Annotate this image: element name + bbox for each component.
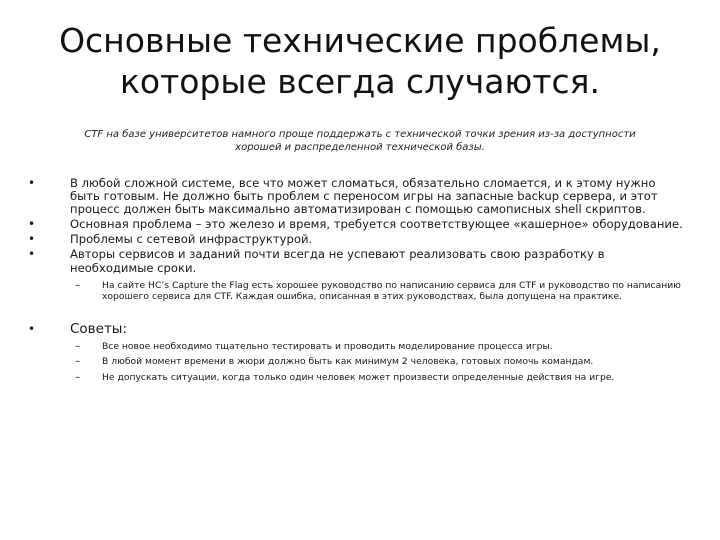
bullet-text: В любой сложной системе, все что может сломаться, обязательно сломается, и к этому нужно быть готовым. Не должно быть проблем с переносом игры на запасные backup сервера, и этот процесс должен быть максимально автоматизирован с помощью самописных shell скриптов. <box>70 176 658 217</box>
bullet-text: Авторы сервисов и заданий почти всегда не успевают реализовать свою разработку в необходимые сроки. <box>70 247 605 275</box>
bullet-marker: • <box>28 217 36 232</box>
slide-title <box>40 20 680 102</box>
bullet-text: Проблемы с сетевой инфраструктурой. <box>70 232 313 247</box>
bullet-marker: • <box>28 232 36 247</box>
bullet-item-2 <box>28 218 688 231</box>
sub-marker: – <box>75 372 80 384</box>
bullet-marker: • <box>28 176 36 190</box>
title-line-2: которые всегда случаются. <box>119 62 601 101</box>
bullet-text: Основная проблема – это железо и время, требуется соответствующее «кашерное» оборудование. <box>70 217 683 232</box>
tip-text: Не допускать ситуации, когда только один человек может произвести определенные действия на игре. <box>102 372 615 384</box>
tip-item-1 <box>28 341 688 353</box>
bullet-item-4 <box>28 248 688 274</box>
subtitle-line-1: CTF на базе университетов намного проще поддержать с технической точки зрения из-за доступности <box>84 129 636 140</box>
sub-marker: – <box>75 356 80 368</box>
tip-text: Все новое необходимо тщательно тестировать и проводить моделирование процесса игры. <box>102 340 553 352</box>
sub-marker: – <box>75 340 80 352</box>
tip-item-2 <box>28 356 688 368</box>
tip-text: В любой момент времени в жюри должно быть как минимум 2 человека, готовых помочь командам. <box>102 356 594 368</box>
sub-marker: – <box>75 279 80 291</box>
bullet-marker: • <box>28 247 36 262</box>
slide-content <box>28 177 688 384</box>
title-line-1: Основные технические проблемы, <box>59 21 661 60</box>
sub-note-text: На сайте HC’s Capture the Flag есть хорошее руководство по написанию сервиса для CTF и руководство по написанию хорошего сервиса для CTF. Каждая ошибка, описанная в этих руководствах, была допущена на практике. <box>102 279 681 303</box>
bullet-marker: • <box>28 321 36 336</box>
tips-heading-item <box>28 321 688 337</box>
slide-subtitle <box>50 128 670 154</box>
subtitle-line-2: хорошей и распределенной технической базы. <box>235 142 485 153</box>
bullet-item-3 <box>28 233 688 246</box>
sub-note-item <box>28 280 688 303</box>
bullet-item-1 <box>28 177 688 216</box>
tip-item-3 <box>28 372 688 384</box>
tips-heading: Советы: <box>70 320 128 337</box>
